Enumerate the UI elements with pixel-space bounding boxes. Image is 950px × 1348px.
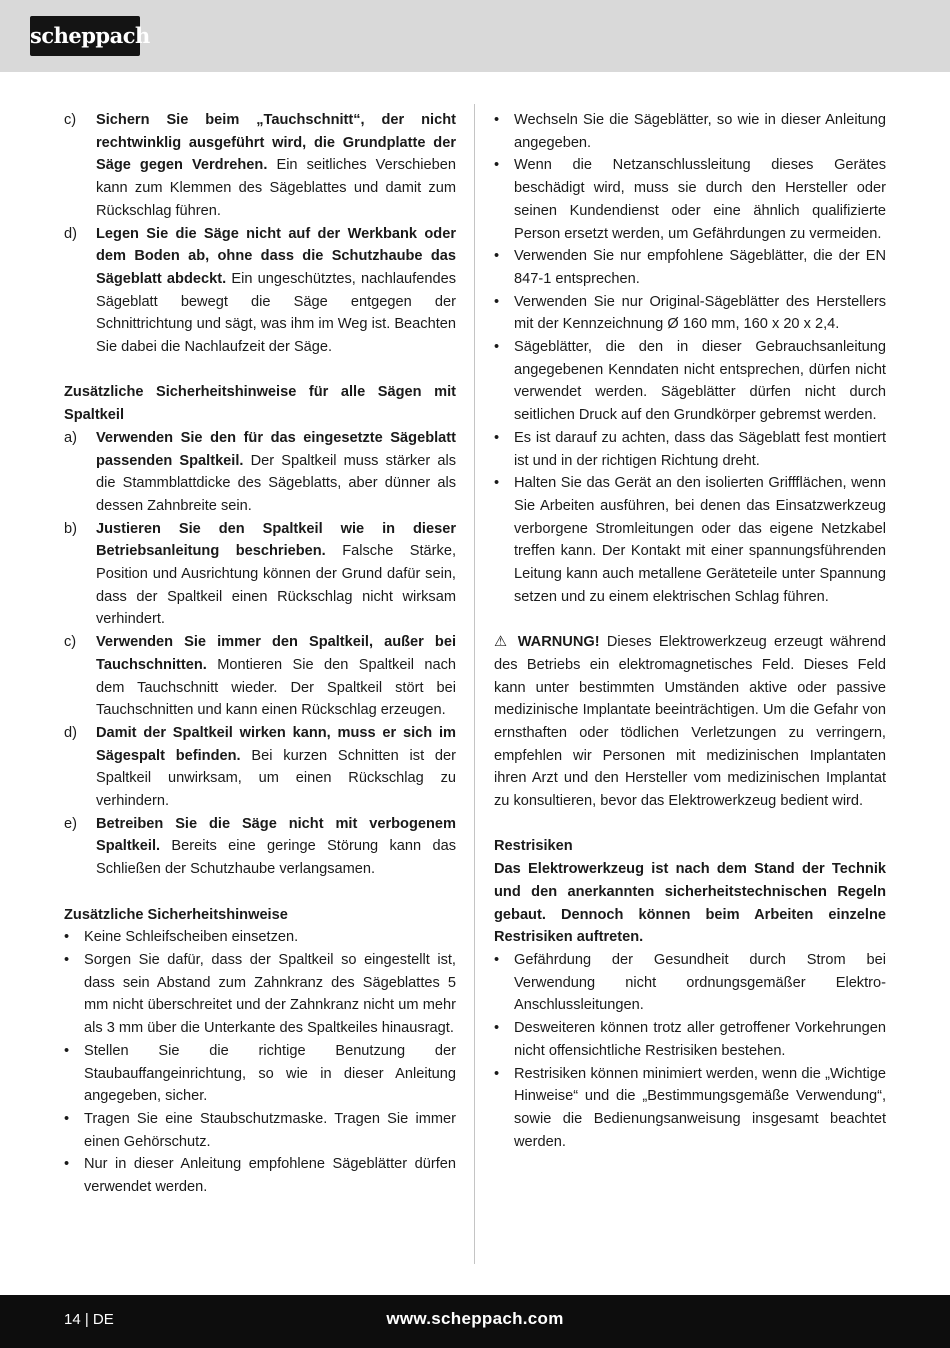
item-label: b) <box>64 520 77 537</box>
section-heading: Restrisiken <box>494 838 573 855</box>
item-label: d) <box>64 724 77 741</box>
item-label: c) <box>64 634 77 651</box>
item-label: a) <box>64 429 77 446</box>
item-label: d) <box>64 225 77 242</box>
column-divider <box>474 104 475 1264</box>
list-item <box>64 109 456 223</box>
item-label: e) <box>64 815 77 832</box>
bullet-item: • Wechseln Sie die Sägeblätter, so wie in dieser Anleitung angegeben. <box>494 112 886 151</box>
bullet-item: • Stellen Sie die richtige Benutzung der Staubauffangeinrichtung, so wie in dieser Anleitung angegeben, sicher. <box>64 1042 456 1105</box>
bullet-item: • Halten Sie das Gerät an den isolierten Griffflächen, wenn Sie Arbeiten ausführen, bei denen das Einsatzwerkzeug verborgene Stromleitungen oder das eigene Netzkabel treffen kann. Der Kontakt mit einer spannungsführenden Leitung kann auch metallene Geräteteile unter Spannung setzen und zu einem elektrischen Schlag führen. <box>494 475 886 605</box>
item-label: c) <box>64 112 77 128</box>
item-text: Legen Sie die Säge nicht auf der Werkbank oder dem Boden ab, ohne dass die Schutzhaube das Sägeblatt abdeckt. Ein ungeschütztes, nachlaufendes Sägeblatt bewegt die Säge entgegen der Schnittrichtung und sägt, was ihm im Weg ist. Beachten Sie dabei die Nachlaufzeit der Säge. <box>96 225 456 356</box>
bullet-item: • Sägeblätter, die den in dieser Gebrauchsanleitung angegebenen Kenndaten nicht entsprechen, dürfen nicht verwendet werden. Sägeblätter dürfen nicht durch seitlichen Druck auf den Grundkörper gebremst werden. <box>494 339 886 424</box>
bullet-item: • Nur in dieser Anleitung empfohlene Sägeblätter dürfen verwendet werden. <box>64 1156 456 1196</box>
item-text: Sichern Sie beim „Tauchschnitt“, der nicht rechtwinklig ausgeführt wird, die Grundplatte der Säge gegen Verdrehen. Ein seitliches Verschieben kann zum Klemmen des Sägeblattes und damit zum Rückschlag führen. <box>96 112 456 219</box>
item-text: Verwenden Sie den für das eingesetzte Sägeblatt passenden Spaltkeil. Der Spaltkeil muss stärker als die Stammblattdicke des Sägeblatts, aber dünner als dessen Zahnbreite sein. <box>96 429 456 514</box>
warning-icon: ⚠ <box>494 634 511 651</box>
list-item <box>64 631 456 722</box>
bullet-item: • Verwenden Sie nur empfohlene Sägeblätter, die der EN 847-1 entsprechen. <box>494 248 886 287</box>
bullet-item: • Verwenden Sie nur Original-Sägeblätter des Herstellers mit der Kennzeichnung Ø 160 mm, 160 x 20 x 2,4. <box>494 293 886 333</box>
bullet-item: • Wenn die Netzanschlussleitung dieses Gerätes beschädigt wird, muss sie durch den Hersteller oder seinen Kundendienst oder eine ähnlich qualifizierte Person ersetzt werden, um Gefährdungen zu vermeiden. <box>494 157 886 242</box>
item-text: Damit der Spaltkeil wirken kann, muss er sich im Sägespalt befinden. Bei kurzen Schnitten ist der Spaltkeil unwirksam, um einen Rückschlag zu verhindern. <box>96 724 457 810</box>
bullet-item: • Es ist darauf zu achten, dass das Sägeblatt fest montiert ist und in der richtigen Richtung dreht. <box>494 429 886 469</box>
bullet-item: • Gefährdung der Gesundheit durch Strom bei Verwendung nicht ordnungsgemäßer Elektro-Anschlussleitungen. <box>494 951 886 1014</box>
list-item <box>64 518 456 632</box>
section-heading: Zusätzliche Sicherheitshinweise <box>64 906 288 923</box>
list-item <box>64 427 456 518</box>
bullet-item: • Restrisiken können minimiert werden, wenn die „Wichtige Hinweise“ und die „Bestimmungsgemäße Verwendung“, sowie die Bedienungsanweisung insgesamt beachtet werden. <box>494 1065 886 1150</box>
bullet-item: • Sorgen Sie dafür, dass der Spaltkeil so eingestellt ist, dass sein Abstand zum Zahnkranz des Sägeblattes 5 mm nicht überschreitet und der Zahnkranz nicht um mehr als 3 mm über die Unterkante des Spaltkeiles hinausragt. <box>64 951 456 1037</box>
list-item <box>64 722 456 813</box>
page-header <box>0 0 950 72</box>
section-intro: Das Elektrowerkzeug ist nach dem Stand der Technik und den anerkannten sicherheitstechnischen Regeln gebaut. Dennoch können beim Arbeiten einzelne Restrisiken auftreten. <box>494 861 886 946</box>
warning-label: WARNUNG! <box>517 634 600 651</box>
bullet-item: • Keine Schleifscheiben einsetzen. <box>64 929 299 946</box>
page-footer <box>0 1295 950 1348</box>
warning-paragraph: ⚠ WARNUNG! Dieses Elektrowerkzeug erzeugt während des Betriebs ein elektromagnetisches Feld. Dieses Feld kann unter bestimmten Umständen aktive oder passive medizinische Implantate beeinträchtigen. Um die Gefahr von ernsthaften oder tödlichen Verletzungen zu verringern, empfehlen wir Personen mit medizinischen Implantaten ihren Arzt und den Hersteller vom medizinischen Implantat zu konsultieren, bevor das Elektrowerkzeug bedient wird. <box>494 634 886 810</box>
brand-logo: scheppach <box>30 16 140 56</box>
item-text: Betreiben Sie die Säge nicht mit verbogenem Spaltkeil. Bereits eine geringe Störung kann das Schließen der Schutzhaube verlangsamen. <box>96 815 456 878</box>
section-heading: Zusätzliche Sicherheitshinweise für alle Sägen mit Spaltkeil <box>64 384 456 424</box>
page-number: 14 | DE <box>64 1311 114 1328</box>
bullet-item: • Tragen Sie eine Staubschutzmaske. Tragen Sie immer einen Gehörschutz. <box>64 1110 456 1150</box>
website-link[interactable]: www.scheppach.com <box>386 1309 564 1328</box>
right-column <box>494 109 886 1153</box>
left-column <box>64 109 456 1199</box>
bullet-item: • Desweiteren können trotz aller getroffener Vorkehrungen nicht offensichtliche Restrisiken bestehen. <box>494 1020 886 1059</box>
item-text: Verwenden Sie immer den Spaltkeil, außer bei Tauchschnitten. Montieren Sie den Spaltkeil nach dem Tauchschnitt wieder. Der Spaltkeil stört bei Tauchschnitten und kann einen Rückschlag erzeugen. <box>96 634 456 719</box>
list-item <box>64 813 456 881</box>
item-text: Justieren Sie den Spaltkeil wie in dieser Betriebsanleitung beschrieben. Falsche Stärke, Position und Ausrichtung können der Grund dafür sein, dass der Spaltkeil einen Rückschlag nicht wirksam verhindert. <box>96 520 456 628</box>
list-item <box>64 223 456 359</box>
